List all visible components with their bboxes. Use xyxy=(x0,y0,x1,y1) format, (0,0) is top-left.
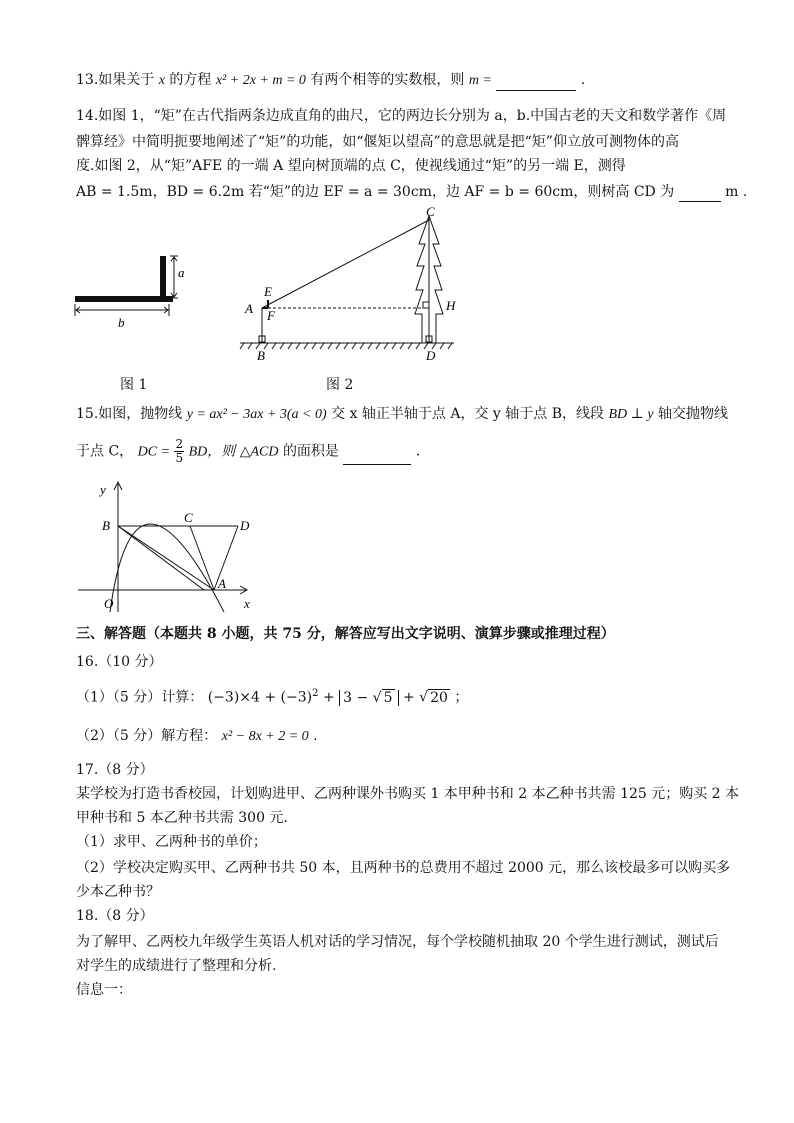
q15-bd: BD，则 xyxy=(188,444,236,460)
q13-prefix: 13.如果关于 xyxy=(76,72,155,88)
fig1-label-a: a xyxy=(178,265,185,280)
fig3-label-A: A xyxy=(218,576,226,591)
q14-line4a: AB = 1.5m，BD = 6.2m 若“矩”的边 EF = a = 30cm，边 AF = b = 60cm，则树高 CD 为 xyxy=(76,184,675,200)
ruler-horizontal-arm xyxy=(75,296,173,302)
q17-part1: （1）求甲、乙两种书的单价； xyxy=(76,834,267,850)
fig3-label-B: B xyxy=(102,518,110,533)
q15-fraction xyxy=(174,438,184,465)
q16-part1-exponent: 2 xyxy=(312,688,319,699)
fig2-label-C: C xyxy=(426,204,435,219)
fig2-label-H: H xyxy=(446,298,456,313)
q17-line1: 某学校为打造书香校园，计划购进甲、乙两种课外书购买 1 本甲种书和 2 本乙种书共需 125 元；购买 2 本 xyxy=(76,786,740,802)
q18-header: 18.（8 分） xyxy=(76,908,154,924)
q15-perp: BD ⊥ y xyxy=(608,407,654,422)
q16-abs-inner: 3 − xyxy=(343,689,369,706)
fig2-label-A: A xyxy=(245,301,253,316)
q14-line4b: m . xyxy=(725,184,748,200)
q13-var: x xyxy=(158,73,165,88)
q15-mid: 交 x 轴正半轴于点 A，交 y 轴于点 B，线段 xyxy=(331,406,605,422)
q16-part1-label: （1）（5 分）计算： xyxy=(76,689,204,706)
fig3-label-x: x xyxy=(244,596,250,611)
q15-line2-suffix: 的面积是 xyxy=(282,443,339,460)
q13-equation: x² + 2x + m = 0 xyxy=(215,73,306,88)
q16-part1-plus: + xyxy=(322,689,335,706)
q15-line2 xyxy=(76,438,420,465)
q13-m: m = xyxy=(468,73,492,88)
q16-header: 16.（10 分） xyxy=(76,654,163,670)
q16-part1: （1）（5 分）计算： $(-3)\times 4 + (-3)^2 + 3$ − √ 5 + √ 20 ； xyxy=(76,688,469,706)
q13-mid: 的方程 xyxy=(169,72,212,88)
q15-dc: DC = xyxy=(137,444,171,460)
fig2-caption: 图 2 xyxy=(326,377,354,393)
fig1-label-b: b xyxy=(118,315,125,330)
q15-equation: y = ax² − 3ax + 3(a < 0) xyxy=(186,407,327,422)
q13-end: . xyxy=(580,72,586,88)
q16-part1-expr: (−3)×4 + (−3) xyxy=(207,689,313,706)
q13-answer-blank xyxy=(496,76,576,91)
q16-radicand-5: 5 xyxy=(383,689,393,706)
q16-part1-end: ； xyxy=(454,689,469,706)
fig3-label-y: y xyxy=(100,482,106,497)
q14-line1: 14.如图 1，“矩”在古代指两条边成直角的曲尺，它的两边长分别为 a，b.中国古老的天文和数学著作《周 xyxy=(76,108,727,124)
q17-part2-line2: 少本乙种书？ xyxy=(76,884,160,900)
q17-part2-line1: （2）学校决定购买甲、乙两种书共 50 本，且两种书的总费用不超过 2000 元，那么该校最多可以购买多 xyxy=(76,860,731,876)
q15-frac-den: 5 xyxy=(175,451,184,465)
figure-3-parabola xyxy=(76,478,260,618)
q14-line4 xyxy=(76,182,747,202)
q16-abs-value: 3 − √ 5 xyxy=(339,690,398,706)
q17-header: 17.（8 分） xyxy=(76,762,154,778)
q16-part1-plus2: + xyxy=(402,689,415,706)
q13-suffix: 有两个相等的实数根，则 xyxy=(310,72,465,88)
fig3-label-D: D xyxy=(240,518,250,533)
q15-line1 xyxy=(76,404,728,425)
fig3-label-O: O xyxy=(104,596,114,611)
q14-line2: 髀算经》中简明扼要地阐述了“矩”的功能，如“偃矩以望高”的意思就是把“矩”仰立放可测物体的高 xyxy=(76,134,679,150)
q18-line2: 对学生的成绩进行了整理和分析. xyxy=(76,958,277,974)
q17-line2: 甲种书和 5 本乙种书共需 300 元. xyxy=(76,810,288,826)
q13-text xyxy=(76,70,585,91)
fig3-label-C: C xyxy=(184,510,193,525)
q15-triangle: △ACD xyxy=(239,444,279,460)
figure-1-ruler xyxy=(66,244,196,336)
figure-2-tree xyxy=(236,204,466,370)
fig2-label-E: E xyxy=(264,284,272,299)
q16-part2 xyxy=(76,726,318,747)
q18-info: 信息一： xyxy=(76,982,132,998)
q16-part2-end: . xyxy=(313,728,318,744)
section-3-title: 三、解答题（本题共 8 小题，共 75 分，解答应写出文字说明、演算步骤或推理过程） xyxy=(76,626,615,642)
q14-line3: 度.如图 2，从“矩”AFE 的一端 A 望向树顶端的点 C，使视线通过“矩”的另一端 E，测得 xyxy=(76,158,626,174)
q16-part2-label: （2）（5 分）解方程： xyxy=(76,728,218,744)
q15-line1-end: 轴交抛物线 xyxy=(657,406,728,422)
fig2-label-D: D xyxy=(426,348,436,363)
q15-frac-num: 2 xyxy=(175,437,184,451)
q15-answer-blank xyxy=(343,450,411,465)
q15-line2-prefix: 于点 C， xyxy=(76,443,134,460)
ruler-vertical-arm xyxy=(160,256,166,302)
q16-part2-expr: x² − 8x + 2 = 0 xyxy=(221,729,309,744)
q18-line1: 为了解甲、乙两校九年级学生英语人机对话的学习情况，每个学校随机抽取 20 个学生进行测试，测试后 xyxy=(76,934,719,950)
q16-radicand-20: 20 xyxy=(430,689,448,706)
fig2-label-B: B xyxy=(257,348,265,363)
fig1-caption: 图 1 xyxy=(120,377,148,393)
fig2-label-F: F xyxy=(267,308,275,323)
q15-prefix: 15.如图，抛物线 xyxy=(76,406,183,422)
q15-line2-end: . xyxy=(415,443,421,460)
q14-answer-blank xyxy=(679,187,721,202)
